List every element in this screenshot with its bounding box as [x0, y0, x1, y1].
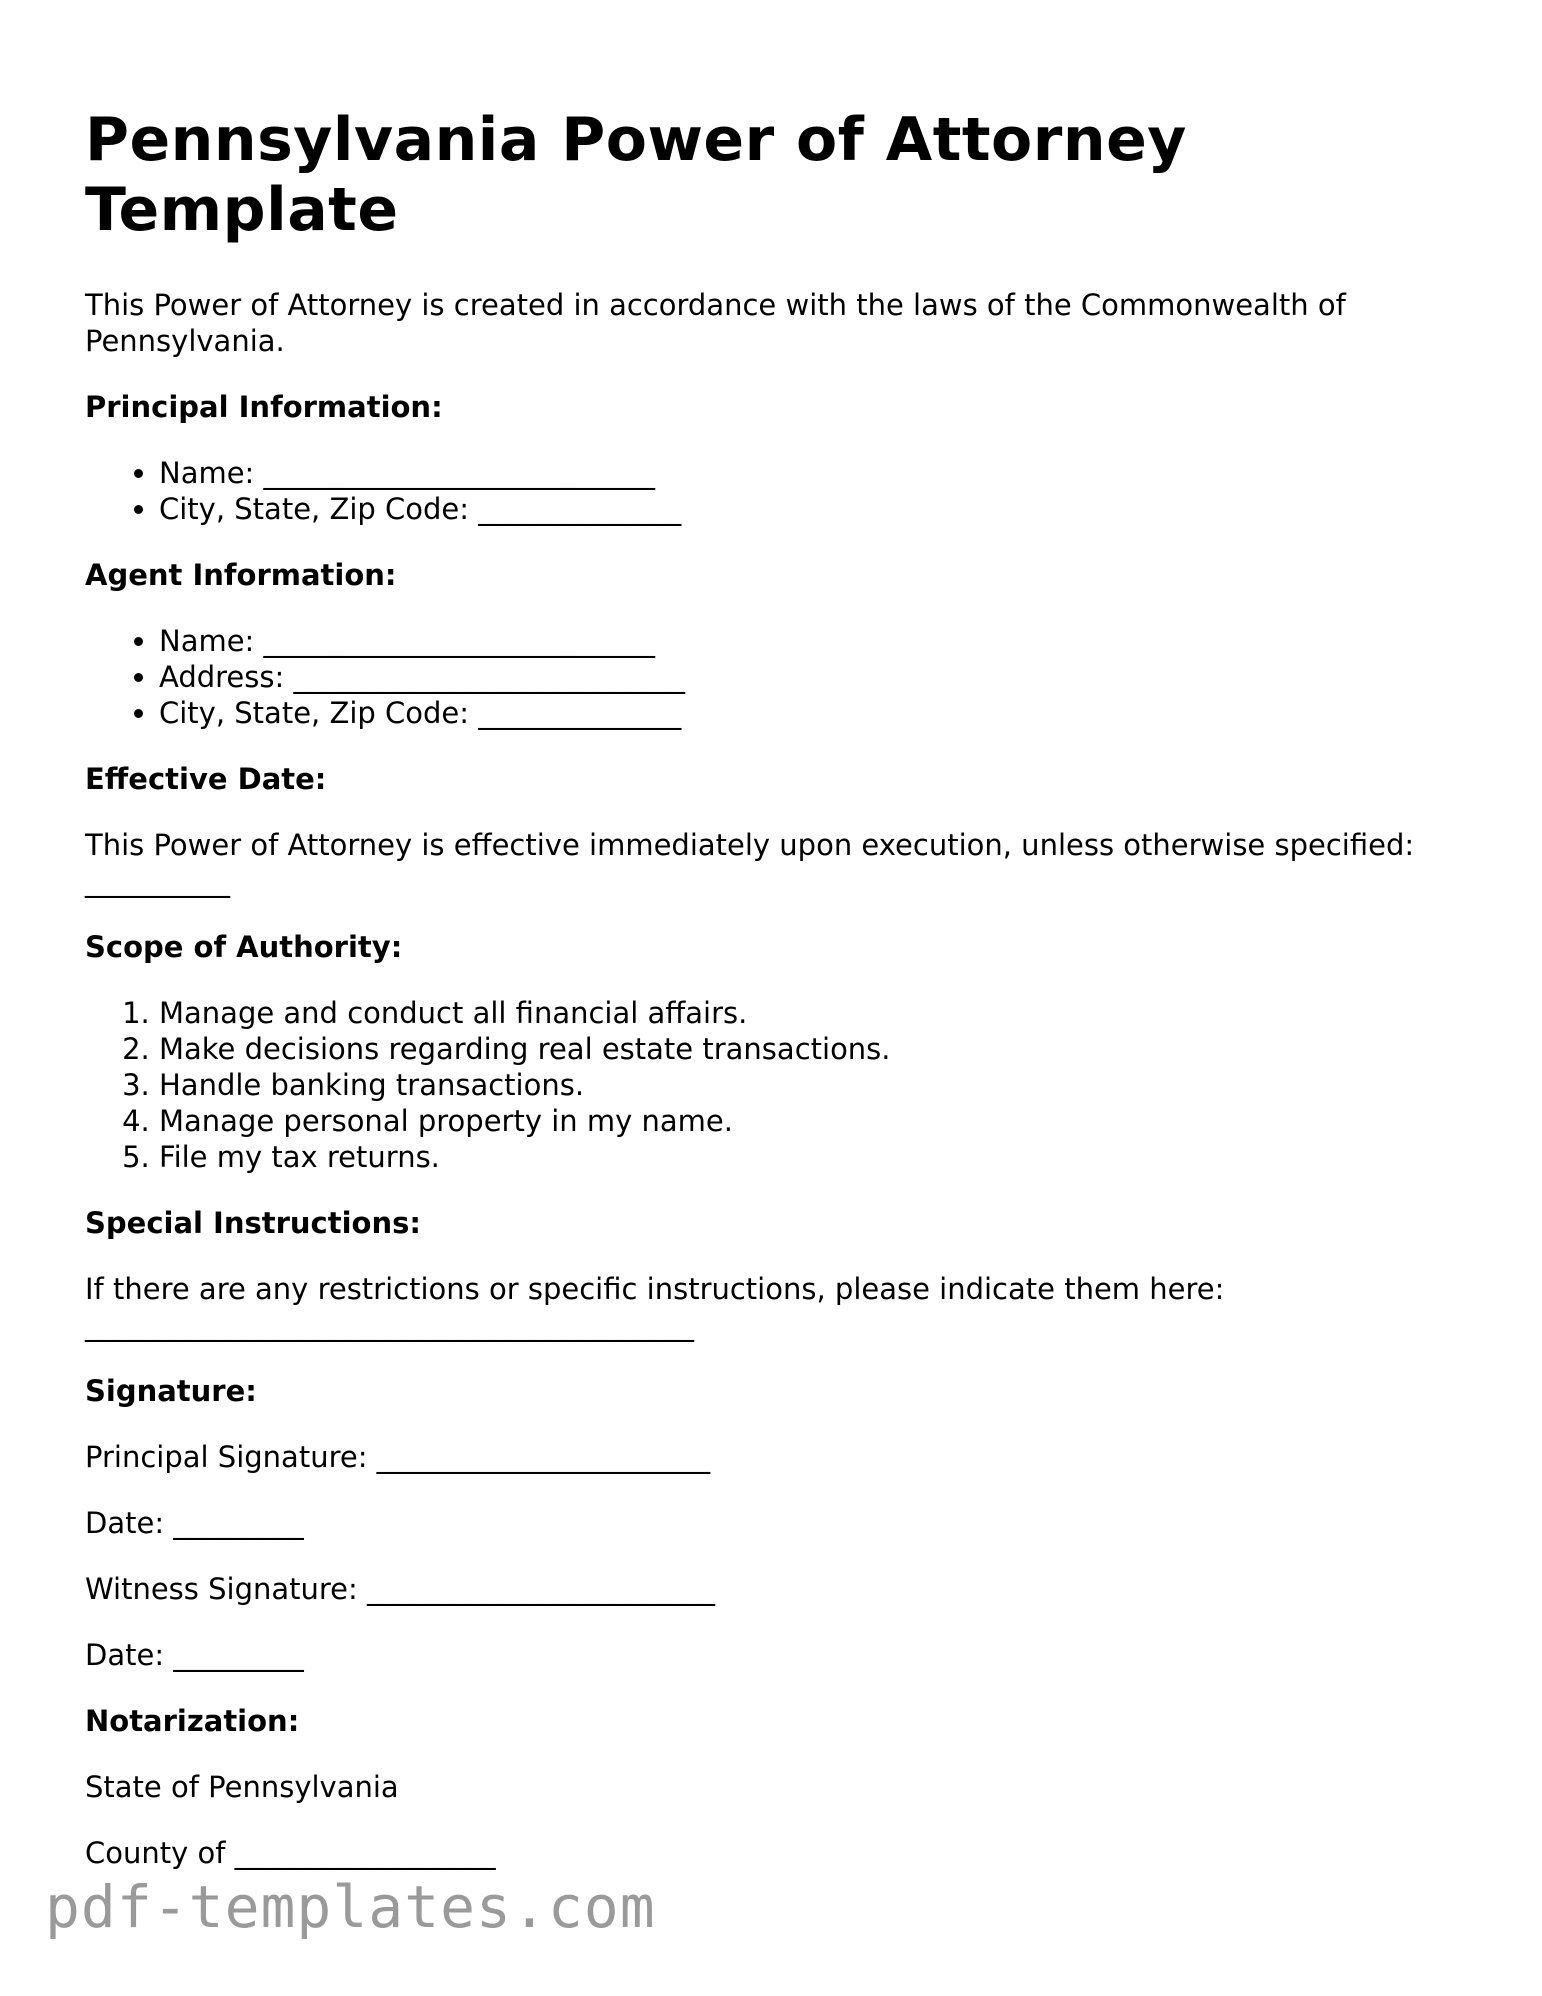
- effective-heading: Effective Date:: [85, 762, 327, 796]
- principal-date-line: Date: _________: [85, 1506, 304, 1540]
- scope-list: [85, 995, 1465, 1175]
- intro-text: This Power of Attorney is created in accordance with the laws of the Commonwealth of Pennsylvania.: [85, 288, 1346, 358]
- principal-heading: Principal Information:: [85, 390, 443, 424]
- special-text: If there are any restrictions or specific instructions, please indicate them here: __________________________________________: [85, 1272, 1225, 1342]
- effective-text: This Power of Attorney is effective immediately upon execution, unless otherwise specified: __________: [85, 828, 1415, 898]
- scope-item: 1. Manage and conduct all financial affairs.: [159, 995, 1465, 1031]
- principal-signature-line: Principal Signature: _______________________: [85, 1440, 711, 1474]
- agent-city-field: • City, State, Zip Code: ______________: [159, 695, 1465, 731]
- principal-list: [85, 455, 1465, 527]
- page-title: Pennsylvania Power of Attorney Template: [85, 105, 1187, 245]
- witness-date-line: Date: _________: [85, 1638, 304, 1672]
- agent-address-field: • Address: ___________________________: [159, 659, 1465, 695]
- special-heading: Special Instructions:: [85, 1206, 421, 1240]
- notarization-heading: Notarization:: [85, 1704, 300, 1738]
- witness-signature-line: Witness Signature: ________________________: [85, 1572, 716, 1606]
- signature-heading: Signature:: [85, 1374, 257, 1408]
- agent-list: [85, 623, 1465, 731]
- document-page: [85, 105, 1465, 1901]
- scope-item: 2. Make decisions regarding real estate transactions.: [159, 1031, 1465, 1067]
- notarization-county: County of __________________: [85, 1836, 496, 1870]
- agent-heading: Agent Information:: [85, 558, 397, 592]
- principal-city-field: • City, State, Zip Code: ______________: [159, 491, 1465, 527]
- scope-item: 3. Handle banking transactions.: [159, 1067, 1465, 1103]
- principal-name-field: • Name: ___________________________: [159, 455, 1465, 491]
- scope-item: 4. Manage personal property in my name.: [159, 1103, 1465, 1139]
- notarization-state: State of Pennsylvania: [85, 1770, 399, 1804]
- agent-name-field: • Name: ___________________________: [159, 623, 1465, 659]
- watermark: pdf-templates.com: [45, 1873, 656, 1941]
- scope-item: 5. File my tax returns.: [159, 1139, 1465, 1175]
- scope-heading: Scope of Authority:: [85, 930, 403, 964]
